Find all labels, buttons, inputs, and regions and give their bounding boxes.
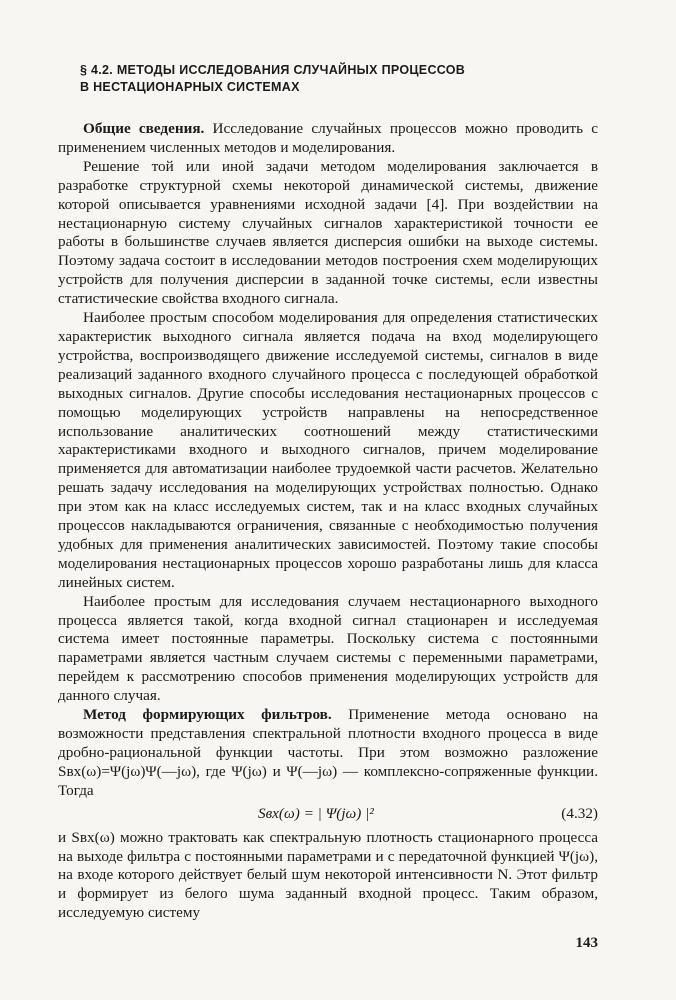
section-heading [58,62,598,96]
run-in-heading-filters: Метод формирующих фильтров. [83,706,332,724]
paragraph-modeling-task: Решение той или иной задачи методом моделирования заключается в разработке структурной схемы некоторой динамической системы, движение которой описывается уравнениями исходной задачи [4]. При воздействии на нестационарную систему случайных сигналов характеристикой точности ее работы в большинстве случаев является дисперсия ошибки на выходе системы. Поэтому задача состоит в исследовании методов построения схем моделирующих устройств для получения дисперсии в заданной точке системы, если известны статистические свойства входного сигнала. [58,157,598,308]
paragraph-general-text: Исследование случайных процессов можно проводить с применением численных методов и моделирования. [58,120,598,156]
equation-expression: Sвх(ω) = | Ψ(jω) |² [258,804,374,822]
paragraph-shaping-filters [58,706,598,801]
paragraph-simplest-method: Наиболее простым способом моделирования для определения статистических характеристик выходного сигнала является подача на вход моделирующего устройства, воспроизводящего движение исследуемой системы, сигналов в виде реализаций заданного входного случайного процесса с последующей обработкой выходных сигналов. Другие способы исследования нестационарных процессов с помощью моделирующих устройств направлены на непосредственное использование аналитических соотношений между статистическими характеристиками входного и выходного сигналов, причем моделирование применяется для автоматизации наиболее трудоемкой части расчетов. Желательно решать задачу исследования на моделирующих устройствах полностью. Однако при этом как на класс исследуемых систем, так и на класс входных случайных процессов накладываются ограничения, связанные с необходимостью получения удобных для применения аналитических зависимостей. Поэтому такие способы моделирования нестационарных процессов хорошо разработаны лишь для класса линейных систем. [58,309,598,591]
section-heading-line1: § 4.2. МЕТОДЫ ИССЛЕДОВАНИЯ СЛУЧАЙНЫХ ПРОЦЕССОВ [80,63,466,77]
equation-number: (4.32) [561,804,598,822]
equation-4-32 [58,803,598,825]
page-number: 143 [575,935,598,951]
page-content [58,62,598,923]
paragraph-stationary-case: Наиболее простым для исследования случаем нестационарного выходного процесса является такой, когда входной сигнал стационарен и исследуемая система имеет постоянные параметры. Поскольку система с постоянными параметрами является частным случаем системы с переменными параметрами, перейдем к рассмотрению способов применения моделирующих устройств для данного случая. [58,592,598,705]
paragraph-filters-text: Применение метода основано на возможности представления спектральной плотности входного процесса в виде дробно-рациональной функции частоты. При этом возможно разложение Sвх(ω)=Ψ(jω)Ψ(—jω), где Ψ(jω) и Ψ(—jω) — комплексно-сопряженные функции. Тогда [58,706,598,799]
run-in-heading-general: Общие сведения. [83,120,205,137]
section-heading-line2: В НЕСТАЦИОНАРНЫХ СИСТЕМАХ [80,80,300,94]
paragraph-filter-interpretation: и Sвх(ω) можно трактовать как спектральную плотность стационарного процесса на выходе фильтра с постоянными параметрами и с передаточной функцией Ψ(jω), на входе которого действует белый шум некоторой интенсивности N. Этот фильтр и формирует из белого шума заданный входной процесс. Таким образом, исследуемую систему [58,828,598,922]
paragraph-general-info [58,120,598,158]
